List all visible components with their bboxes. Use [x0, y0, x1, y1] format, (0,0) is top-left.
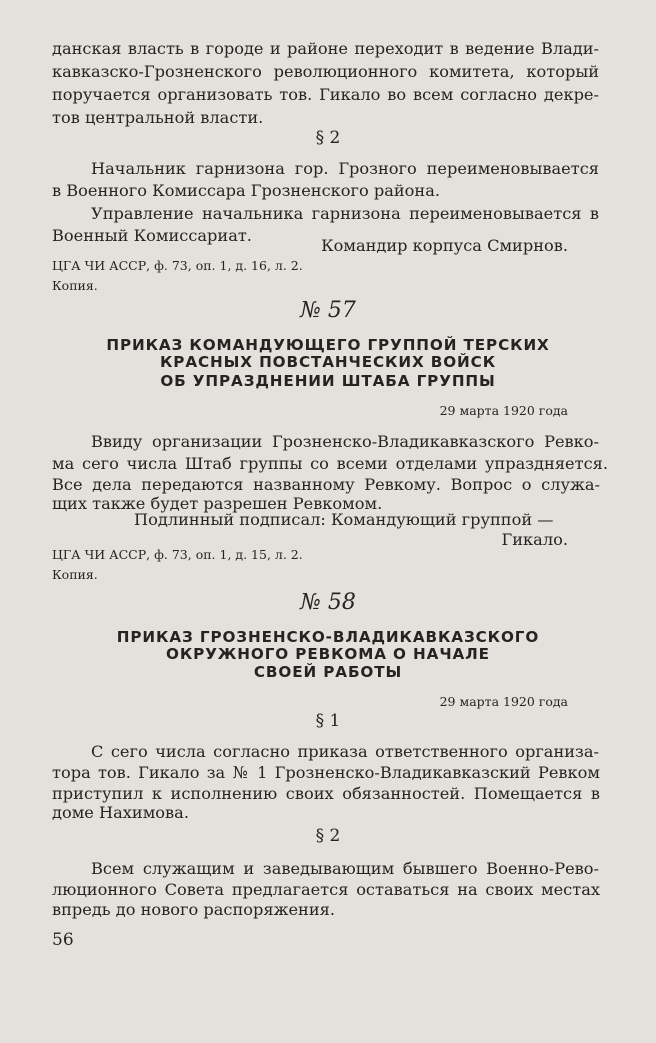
signature: Командир корпуса Смирнов. — [321, 236, 568, 255]
body-line: данская власть в городе и районе переходит в ведение Влади- — [52, 39, 599, 58]
document-title-line: КРАСНЫХ ПОВСТАНЧЕСКИХ ВОЙСК — [159, 353, 497, 371]
body-line: тора тов. Гикало за № 1 Грозненско-Владикавказский Ревком — [52, 763, 600, 782]
document-date: 29 марта 1920 года — [439, 694, 568, 709]
body-line: Военный Комиссариат. — [52, 226, 252, 245]
body-line: С сего числа согласно приказа ответственного организа- — [91, 742, 599, 761]
copy-note: Копия. — [52, 278, 98, 293]
page-number: 56 — [52, 930, 74, 950]
body-line: люционного Совета предлагается оставаться на своих местах — [52, 880, 600, 899]
signature-name: Гикало. — [501, 530, 568, 549]
body-line: Ввиду организации Грозненско-Владикавказского Ревко- — [91, 432, 599, 451]
document-title-line: ПРИКАЗ КОМАНДУЮЩЕГО ГРУППОЙ ТЕРСКИХ — [106, 336, 550, 354]
copy-note: Копия. — [52, 567, 98, 582]
document-number: № 58 — [300, 590, 356, 615]
body-line: доме Нахимова. — [52, 803, 189, 822]
body-line: ма сего числа Штаб группы со всеми отделами упраздняется. — [52, 454, 608, 473]
body-line: в Военного Комиссара Грозненского района. — [52, 181, 441, 200]
document-number: № 57 — [300, 298, 356, 323]
body-line: тов центральной власти. — [52, 108, 264, 127]
body-line: Управление начальника гарнизона переименовывается в — [91, 204, 599, 223]
document-title-line: ОКРУЖНОГО РЕВКОМА О НАЧАЛЕ — [166, 645, 490, 663]
body-line: щих также будет разрешен Ревкомом. — [52, 494, 383, 513]
document-title-line: ОБ УПРАЗДНЕНИИ ШТАБА ГРУППЫ — [160, 372, 496, 390]
body-line: кавказско-Грозненского революционного комитета, который — [52, 62, 599, 81]
body-line: Все дела передаются названному Ревкому. Вопрос о служа- — [52, 475, 600, 494]
section-heading: § 2 — [315, 826, 341, 846]
document-title-line: ПРИКАЗ ГРОЗНЕНСКО-ВЛАДИКАВКАЗСКОГО — [116, 628, 540, 646]
archive-source: ЦГА ЧИ АССР, ф. 73, оп. 1, д. 15, л. 2. — [52, 547, 303, 562]
body-line: Начальник гарнизона гор. Грозного переименовывается — [91, 159, 599, 178]
section-heading: § 1 — [315, 711, 341, 731]
body-line: Всем служащим и заведывающим бывшего Военно-Рево- — [91, 859, 599, 878]
section-heading: § 2 — [315, 128, 341, 148]
body-line: впредь до нового распоряжения. — [52, 900, 335, 919]
signature-line: Подлинный подписал: Командующий группой — — [134, 510, 554, 529]
document-title-line: СВОЕЙ РАБОТЫ — [253, 663, 403, 681]
body-line: поручается организовать тов. Гикало во всем согласно декре- — [52, 85, 599, 104]
body-line: приступил к исполнению своих обязанностей. Помещается в — [52, 784, 600, 803]
document-date: 29 марта 1920 года — [439, 403, 568, 418]
archive-source: ЦГА ЧИ АССР, ф. 73, оп. 1, д. 16, л. 2. — [52, 258, 303, 273]
